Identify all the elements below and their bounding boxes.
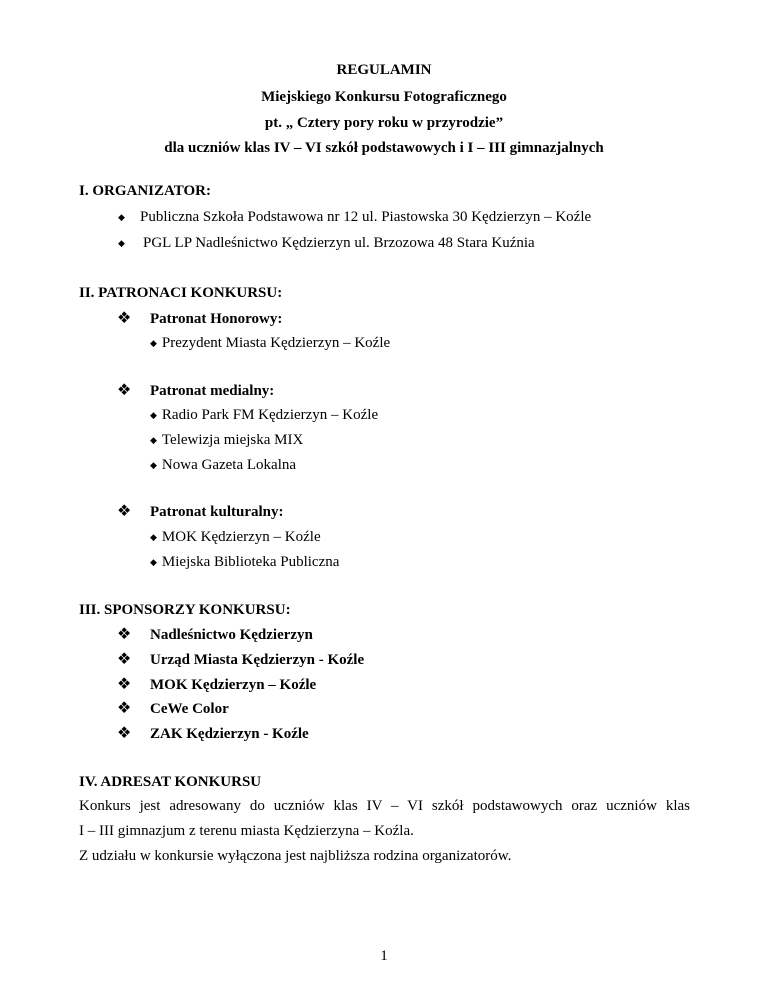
four-petal-fleuron-icon: ❖ — [117, 380, 132, 399]
diamond-bullet-icon: ◆ — [118, 212, 125, 222]
patron-item-label: Prezydent Miasta Kędzierzyn – Koźle — [161, 335, 391, 351]
audience-paragraph-line: Konkurs jest adresowany do uczniów klas IV – VI szkół podstawowych oraz uczniów klas — [79, 798, 690, 814]
target-audience-line: dla uczniów klas IV – VI szkół podstawowych i I – III gimnazjalnych — [164, 140, 604, 156]
audience-paragraph-line: I – III gimnazjum z terenu miasta Kędzierzyna – Koźla. — [79, 823, 414, 839]
patron-item — [150, 406, 378, 424]
patron-item — [150, 553, 339, 571]
four-petal-fleuron-icon: ❖ — [117, 624, 132, 643]
patron-item-label: MOK Kędzierzyn – Koźle — [161, 529, 321, 545]
patron-group-title: Patronat Honorowy: — [150, 311, 283, 327]
contest-subtitle: pt. „ Cztery pory roku w przyrodzie” — [264, 115, 504, 131]
four-petal-fleuron-icon: ❖ — [117, 308, 132, 327]
organizer-item: Publiczna Szkoła Podstawowa nr 12 ul. Piastowska 30 Kędzierzyn – Koźle — [140, 209, 592, 225]
patron-item — [150, 431, 303, 449]
four-petal-fleuron-icon: ❖ — [117, 698, 132, 717]
sponsor-item: Nadleśnictwo Kędzierzyn — [150, 627, 313, 643]
diamond-bullet-icon: ◆ — [150, 435, 157, 445]
sponsor-item: CeWe Color — [150, 701, 229, 717]
contest-name: Miejskiego Konkursu Fotograficznego — [261, 89, 507, 105]
sponsor-item: Urząd Miasta Kędzierzyn - Koźle — [150, 652, 365, 668]
sponsor-item: MOK Kędzierzyn – Koźle — [150, 677, 317, 693]
section-heading-patrons: II. PATRONACI KONKURSU: — [79, 285, 283, 301]
diamond-bullet-icon: ◆ — [150, 410, 157, 420]
four-petal-fleuron-icon: ❖ — [117, 723, 132, 742]
patron-item — [150, 456, 296, 474]
diamond-bullet-icon: ◆ — [150, 338, 157, 348]
organizer-item: PGL LP Nadleśnictwo Kędzierzyn ul. Brzozowa 48 Stara Kuźnia — [143, 235, 535, 251]
patron-item-label: Nowa Gazeta Lokalna — [161, 457, 297, 473]
diamond-bullet-icon: ◆ — [150, 460, 157, 470]
patron-item-label: Telewizja miejska MIX — [161, 432, 304, 448]
four-petal-fleuron-icon: ❖ — [117, 501, 132, 520]
patron-item — [150, 334, 390, 352]
diamond-bullet-icon: ◆ — [150, 557, 157, 567]
patron-group-title: Patronat kulturalny: — [150, 504, 284, 520]
four-petal-fleuron-icon: ❖ — [117, 674, 132, 693]
section-heading-audience: IV. ADRESAT KONKURSU — [79, 774, 262, 790]
diamond-bullet-icon: ◆ — [118, 238, 125, 248]
page-number: 1 — [380, 948, 388, 964]
section-heading-organizer: I. ORGANIZATOR: — [79, 183, 211, 199]
sponsor-item: ZAK Kędzierzyn - Koźle — [150, 726, 309, 742]
document-title: REGULAMIN — [336, 62, 432, 78]
patron-item-label: Miejska Biblioteka Publiczna — [161, 554, 340, 570]
patron-item-label: Radio Park FM Kędzierzyn – Koźle — [161, 407, 379, 423]
section-heading-sponsors: III. SPONSORZY KONKURSU: — [79, 602, 291, 618]
patron-group-title: Patronat medialny: — [150, 383, 275, 399]
four-petal-fleuron-icon: ❖ — [117, 649, 132, 668]
exclusion-note: Z udziału w konkursie wyłączona jest najbliższa rodzina organizatorów. — [79, 848, 512, 864]
patron-item — [150, 528, 321, 546]
diamond-bullet-icon: ◆ — [150, 532, 157, 542]
